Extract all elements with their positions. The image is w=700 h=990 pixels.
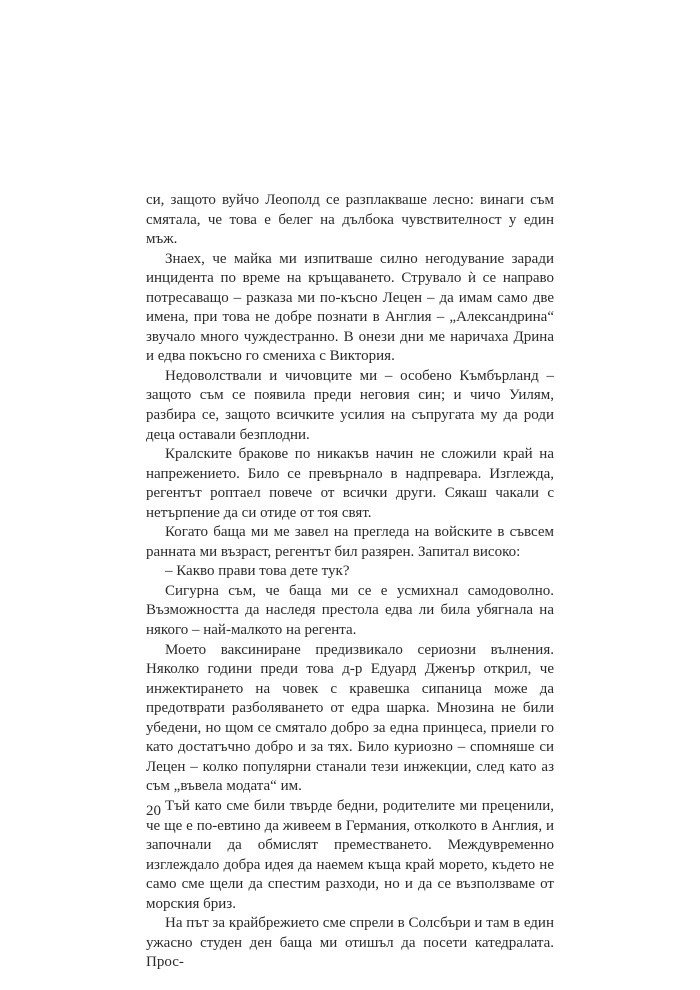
body-text xyxy=(146,191,554,973)
paragraph: Кралските бракове по никакъв начин не сложили край на напрежението. Било се превърнало в надпревара. Изглежда, регентът роптаел повече от всички други. Сякаш чакали с нетърпение да си отиде от тоя свят. xyxy=(146,446,554,521)
paragraph: Недоволствали и чичовците ми – особено Къмбърланд – защото съм се появила преди неговия син; и чичо Уилям, разбира се, защото всичките усилия на съпругата му да роди деца оставали безплодни. xyxy=(146,367,554,443)
paragraph: Знаех, че майка ми изпитваше силно негодувание заради инцидента по време на кръщаването. Струвало ѝ се направо потресаващо – разказа ми по-късно Лецен – да имам само две имена, при това не добре познати в Англия – „Александрина“ звучало много чуждестранно. В онези дни ме наричаха Дрина и едва покъсно го смениха с Виктория. xyxy=(146,250,554,365)
paragraph: си, защото вуйчо Леополд се разплакваше лесно: винаги съм смятала, че това е белег на дълбока чувствителност у един мъж. xyxy=(146,192,554,248)
paragraph: На път за крайбрежието сме спрели в Солсбъри и там в един ужасно студен ден баща ми отишъл да посети катедралата. Прос- xyxy=(146,915,554,971)
paragraph: – Какво прави това дете тук? xyxy=(165,563,350,580)
paragraph: Когато баща ми ме завел на прегледа на войските в съвсем ранната ми възраст, регентът бил разярен. Запитал високо: xyxy=(146,524,554,560)
paragraph: Моето ваксиниране предизвикало сериозни вълнения. Няколко години преди това д-р Едуард Дженър открил, че инжектирането на човек с кравешка сипаница може да предотврати разболяването от едра шарка. Мнозина не били убедени, но щом се смятало добро за една принцеса, приели го като достатъчно добро и за тях. Било куриозно – спомняше си Лецен – колко популярни станали тези инжекции, след като аз съм „въвела модата“ им. xyxy=(146,641,554,795)
paragraph: Тъй като сме били твърде бедни, родителите ми преценили, че ще е по-евтино да живеем в Германия, отколкото в Англия, и започнали да обмислят преместването. Междувременно изглеждало добра идея да наемем къща край морето, където не само сме щели да спестим разходи, но и да се възползваме от морския бриз. xyxy=(146,797,554,912)
page-number: 20 xyxy=(146,803,161,819)
paragraph: Сигурна съм, че баща ми се е усмихнал самодоволно. Възможността да наследя престола едва ли била убягнала на някого – най-малкото на регента. xyxy=(146,582,554,639)
